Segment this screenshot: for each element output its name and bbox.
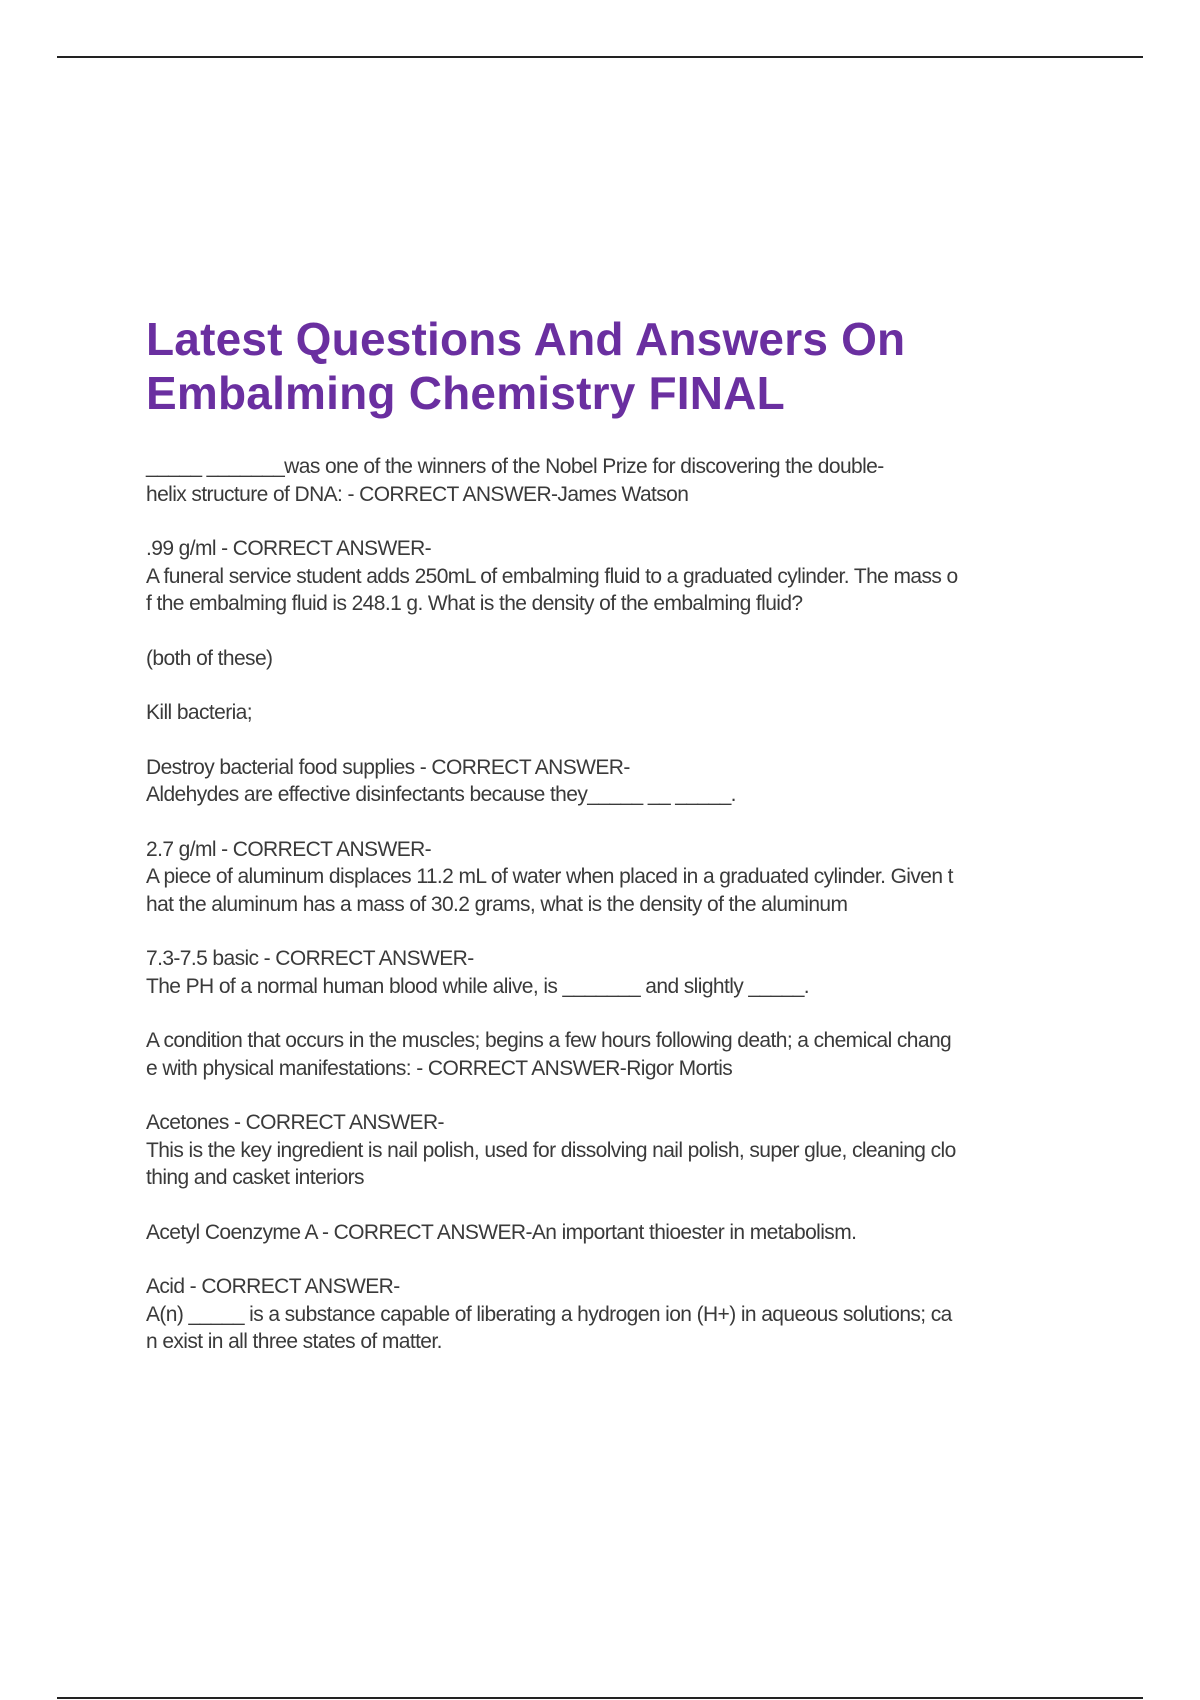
text-line: A funeral service student adds 250mL of embalming fluid to a graduated cylinder. The mass o bbox=[146, 564, 958, 588]
text-line: hat the aluminum has a mass of 30.2 grams, what is the density of the aluminum bbox=[146, 892, 848, 916]
qa-paragraph bbox=[146, 1273, 1086, 1356]
text-line: thing and casket interiors bbox=[146, 1166, 364, 1189]
text-line: e with physical manifestations: - CORRECT ANSWER-Rigor Mortis bbox=[146, 1056, 733, 1080]
text-line: A piece of aluminum displaces 11.2 mL of water when placed in a graduated cylinder. Given t bbox=[146, 865, 953, 888]
text-line: f the embalming fluid is 248.1 g. What is the density of the embalming fluid? bbox=[146, 592, 803, 615]
text-line: helix structure of DNA: - CORRECT ANSWER-James Watson bbox=[146, 482, 689, 506]
qa-paragraph bbox=[146, 836, 1086, 919]
text-line: (both of these) bbox=[146, 646, 273, 670]
text-line: 7.3-7.5 basic - CORRECT ANSWER- bbox=[146, 947, 474, 970]
title-line: Embalming Chemistry FINAL bbox=[146, 367, 785, 419]
document-title bbox=[146, 312, 1086, 420]
qa-paragraph bbox=[146, 1109, 1086, 1192]
text-line: Acetones - CORRECT ANSWER- bbox=[146, 1111, 444, 1134]
bottom-rule bbox=[57, 1697, 1143, 1699]
text-line: Acid - CORRECT ANSWER- bbox=[146, 1275, 400, 1298]
text-line: This is the key ingredient is nail polish, used for dissolving nail polish, super glue, cleaning clo bbox=[146, 1138, 956, 1162]
text-line: A(n) _____ is a substance capable of liberating a hydrogen ion (H+) in aqueous solutions; ca bbox=[146, 1302, 952, 1326]
text-line: Kill bacteria; bbox=[146, 701, 252, 724]
text-line: The PH of a normal human blood while alive, is _______ and slightly _____. bbox=[146, 974, 810, 998]
text-line: Destroy bacterial food supplies - CORRECT ANSWER- bbox=[146, 755, 630, 779]
text-line: Acetyl Coenzyme A - CORRECT ANSWER-An important thioester in metabolism. bbox=[146, 1220, 857, 1244]
text-line: n exist in all three states of matter. bbox=[146, 1330, 442, 1353]
text-line: Aldehydes are effective disinfectants because they_____ __ _____. bbox=[146, 783, 736, 806]
qa-paragraph bbox=[146, 453, 1086, 508]
qa-paragraph bbox=[146, 535, 1086, 618]
qa-paragraph bbox=[146, 699, 1086, 727]
text-line: .99 g/ml - CORRECT ANSWER- bbox=[146, 537, 432, 560]
qa-paragraph bbox=[146, 1027, 1086, 1082]
text-line: A condition that occurs in the muscles; begins a few hours following death; a chemical chang bbox=[146, 1029, 952, 1052]
document-body bbox=[146, 312, 1086, 1383]
text-line: 2.7 g/ml - CORRECT ANSWER- bbox=[146, 837, 432, 861]
text-line: _____ _______was one of the winners of the Nobel Prize for discovering the double- bbox=[146, 455, 884, 478]
qa-paragraph bbox=[146, 754, 1086, 809]
qa-paragraph bbox=[146, 1219, 1086, 1247]
qa-paragraph bbox=[146, 645, 1086, 673]
title-line: Latest Questions And Answers On bbox=[146, 313, 906, 365]
top-rule bbox=[57, 56, 1143, 58]
qa-paragraph bbox=[146, 945, 1086, 1000]
